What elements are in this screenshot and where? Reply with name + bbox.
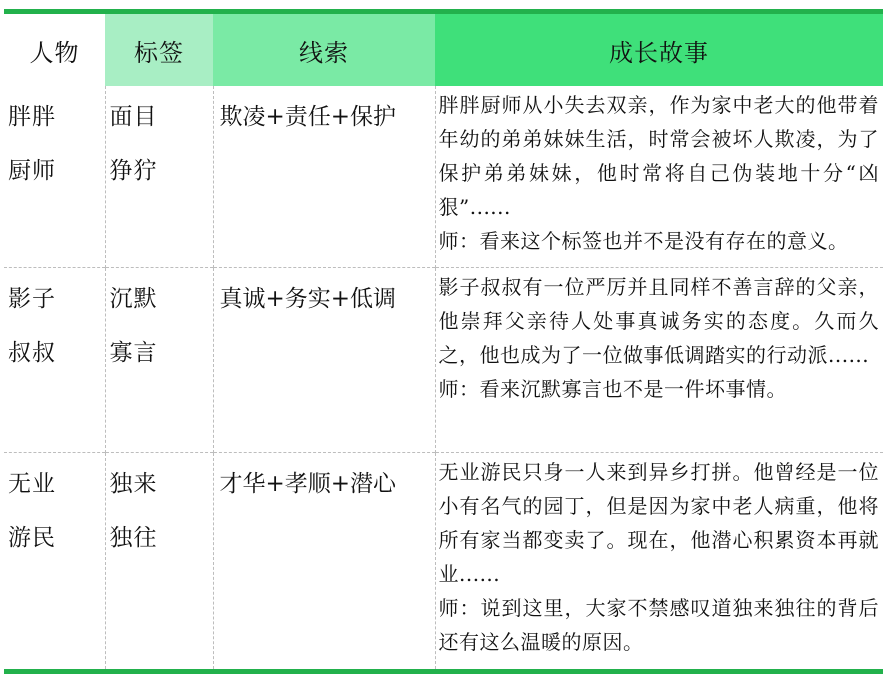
tag-cell [105,86,213,268]
character-name-line: 厨师 [8,158,56,184]
story-cell [435,86,883,268]
character-cell [4,86,105,268]
story-text: 影子叔叔有一位严厉并且同样不善言辞的父亲，他崇拜父亲待人处事真诚务实的态度。久而久之，他也成为了一位做事低调踏实的行动派...... [438,275,879,367]
header-tags: 标签 [105,14,213,86]
story-table [4,14,883,669]
character-name-line: 叔叔 [8,340,56,366]
clue-cell [213,453,435,670]
table-row [4,268,883,453]
story-text: 无业游民只身一人来到异乡打拼。他曾经是一位小有名气的园丁，但是因为家中老人病重，他将所有家当都变卖了。现在，他潜心积累资本再就业...... [438,460,879,586]
table-row [4,86,883,268]
tag-cell [105,268,213,453]
story-cell [435,453,883,670]
teacher-comment: 师：看来沉默寡言也不是一件坏事情。 [438,377,787,401]
header-row [4,14,883,86]
clue-cell [213,268,435,453]
clue-text: 欺凌+责任+保护 [219,104,397,130]
character-name-line: 胖胖 [8,104,56,130]
clue-cell [213,86,435,268]
clue-text: 真诚+务实+低调 [219,286,397,312]
header-clues: 线索 [213,14,435,86]
character-name-line: 游民 [8,525,56,551]
header-character: 人物 [4,14,105,86]
character-name-line: 影子 [8,286,56,312]
teacher-comment: 师：说到这里，大家不禁感叹道独来独往的背后还有这么温暖的原因。 [438,596,879,654]
header-story: 成长故事 [435,14,883,86]
tag-line: 狰狞 [109,158,158,184]
story-cell [435,268,883,453]
character-cell [4,453,105,670]
story-table-container [4,9,883,674]
tag-line: 独往 [109,525,158,551]
tag-line: 面目 [109,104,158,130]
table-header [4,14,883,86]
tag-line: 寡言 [109,340,158,366]
clue-text: 才华+孝顺+潜心 [219,471,397,497]
table-body [4,86,883,669]
character-cell [4,268,105,453]
tag-line: 独来 [109,471,158,497]
character-name-line: 无业 [8,471,56,497]
tag-cell [105,453,213,670]
teacher-comment: 师：看来这个标签也并不是没有存在的意义。 [438,229,849,253]
table-row [4,453,883,670]
tag-line: 沉默 [109,286,158,312]
story-text: 胖胖厨师从小失去双亲，作为家中老大的他带着年幼的弟弟妹妹生活，时常会被坏人欺凌，为了保护弟弟妹妹，他时常将自己伪装地十分“凶狠”...... [438,93,879,219]
